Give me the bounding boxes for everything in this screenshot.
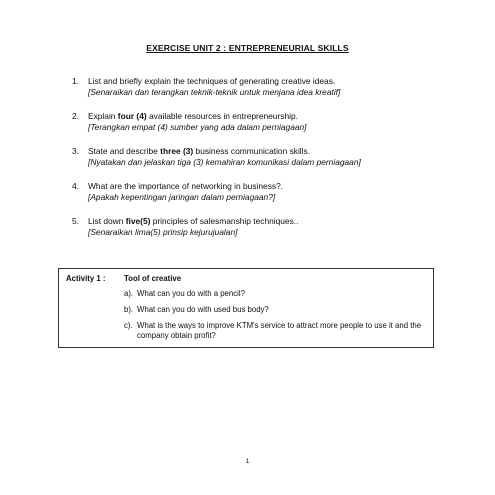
activity-item-letter: c). bbox=[124, 321, 133, 330]
question-translation: [Senaraikan dan terangkan teknik-teknik untuk menjana idea kreatif] bbox=[88, 87, 341, 97]
question-text-part: available resources in entrepreneurship. bbox=[146, 111, 298, 121]
question-item bbox=[72, 216, 472, 238]
question-translation: [Apakah kepentingan jaringan dalam perniagaan?] bbox=[88, 192, 276, 202]
question-text-part: List and briefly explain the techniques of generating creative ideas. bbox=[88, 76, 336, 86]
question-number: 4. bbox=[72, 181, 79, 191]
question-translation: [Terangkan empat (4) sumber yang ada dalam perniagaan] bbox=[88, 122, 307, 132]
question-text-part: State and describe bbox=[88, 146, 161, 156]
question-translation: [Senaraikan lima(5) prinsip kejurujualan] bbox=[88, 227, 238, 237]
activity-title: Tool of creative bbox=[124, 274, 182, 283]
question-item bbox=[72, 181, 472, 203]
question-emphasis: five(5) bbox=[125, 216, 151, 226]
activity-item-list bbox=[124, 289, 430, 347]
activity-item bbox=[124, 305, 430, 315]
activity-item bbox=[124, 289, 430, 299]
activity-item-letter: a). bbox=[124, 289, 134, 298]
activity-label: Activity 1 : bbox=[66, 274, 106, 283]
question-text-part: What are the importance of networking in business?. bbox=[88, 181, 284, 191]
question-text-part: principles of salesmanship techniques.. bbox=[150, 216, 299, 226]
page-title: EXERCISE UNIT 2 : ENTREPRENEURIAL SKILLS bbox=[146, 43, 349, 53]
activity-item-text: What is the ways to improve KTM's service to attract more people to use it and the company obtain profit? bbox=[137, 321, 422, 340]
question-text bbox=[88, 216, 298, 226]
activity-item-text: What can you do with a pencil? bbox=[137, 289, 245, 298]
question-translation: [Nyatakan dan jelaskan tiga (3) kemahiran komunikasi dalam perniagaan] bbox=[88, 157, 361, 167]
question-emphasis: three (3) bbox=[160, 146, 194, 156]
question-number: 5. bbox=[72, 216, 79, 226]
question-number: 2. bbox=[72, 111, 79, 121]
question-text-part: Explain bbox=[88, 111, 118, 121]
question-number: 1. bbox=[72, 76, 79, 86]
question-number: 3. bbox=[72, 146, 79, 156]
question-emphasis: four (4) bbox=[117, 111, 147, 121]
question-item bbox=[72, 76, 472, 98]
activity-item-letter: b). bbox=[124, 305, 134, 314]
question-item bbox=[72, 146, 472, 168]
activity-box bbox=[58, 268, 434, 348]
question-text bbox=[88, 76, 335, 86]
page-number: 1 bbox=[245, 458, 250, 465]
question-text-part: business communication skills. bbox=[193, 146, 311, 156]
activity-item bbox=[124, 321, 430, 341]
question-item bbox=[72, 111, 472, 133]
question-text bbox=[88, 146, 310, 156]
question-text-part: List down bbox=[88, 216, 126, 226]
question-text bbox=[88, 111, 298, 121]
activity-item-text: What can you do with used bus body? bbox=[137, 305, 269, 314]
question-list bbox=[72, 76, 472, 251]
question-text bbox=[88, 181, 283, 191]
